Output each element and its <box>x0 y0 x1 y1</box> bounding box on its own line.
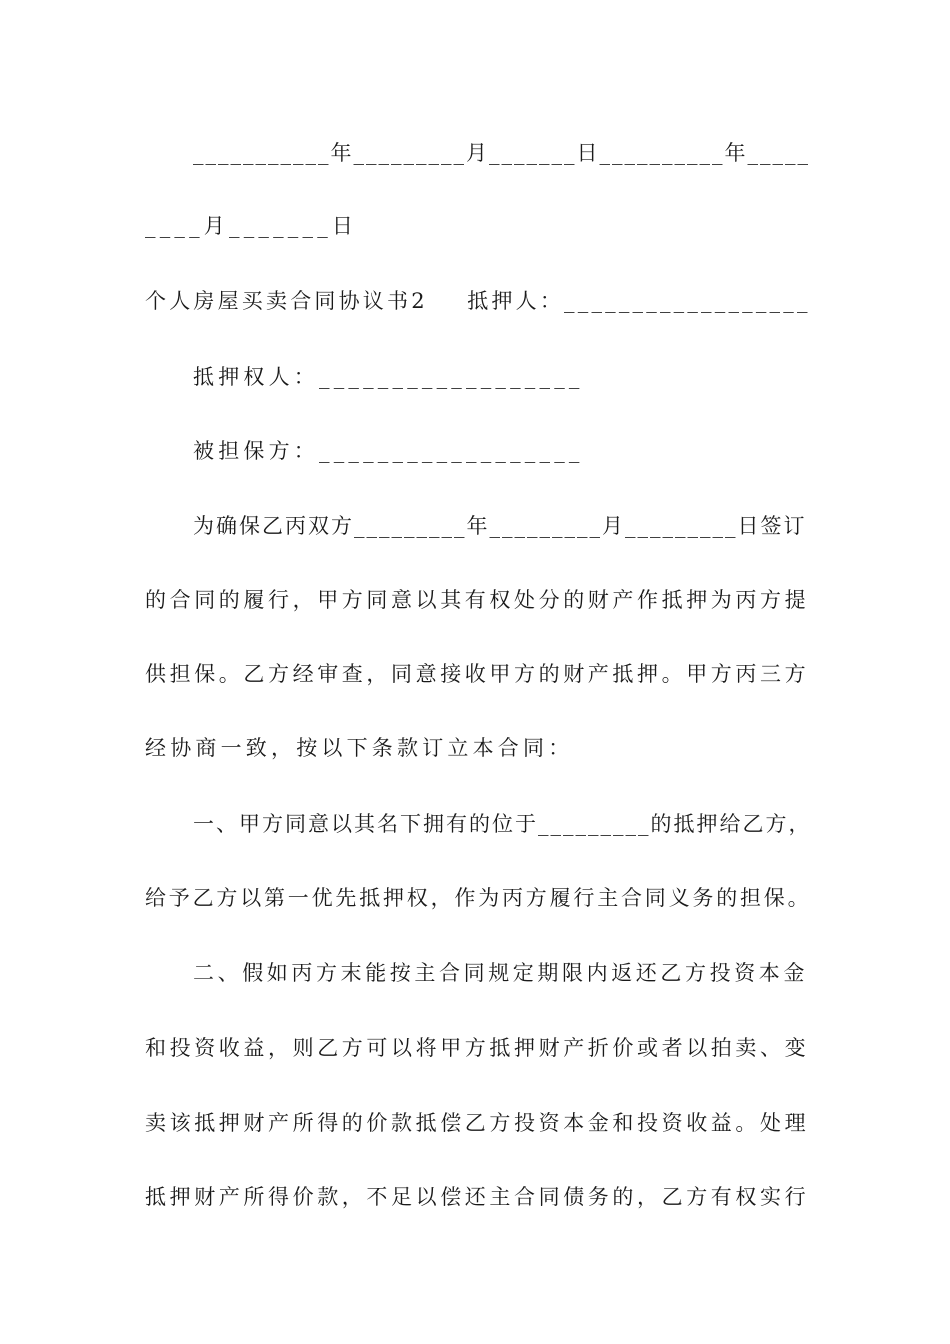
mortgagee-field: 抵押权人：__________________ <box>193 365 584 389</box>
clause-one-line: 一、甲方同意以其名下拥有的位于_________的抵押给乙方， <box>193 812 812 836</box>
clause-two-line: 抵押财产所得价款，不足以偿还主合同债务的，乙方有权实行 <box>145 1185 810 1209</box>
preamble-paragraph-line: 经协商一致，按以下条款订立本合同： <box>145 736 574 760</box>
clause-two-line: 和投资收益，则乙方可以将甲方抵押财产折价或者以拍卖、变 <box>145 1036 810 1060</box>
date-blanks-continuation: ____月_______日 <box>145 214 358 238</box>
guaranteed-party-field: 被担保方：__________________ <box>193 439 584 463</box>
date-blanks-line: ___________年_________月_______日__________年_____ <box>193 141 810 165</box>
contract-title-and-mortgagor: 个人房屋买卖合同协议书2 抵押人：__________________ <box>145 289 811 313</box>
clause-two-line: 卖该抵押财产所得的价款抵偿乙方投资本金和投资收益。处理 <box>145 1111 810 1135</box>
clause-one-line: 给予乙方以第一优先抵押权，作为丙方履行主合同义务的担保。 <box>145 886 812 910</box>
preamble-paragraph-line: 的合同的履行，甲方同意以其有权处分的财产作抵押为丙方提 <box>145 588 810 612</box>
clause-two-line: 二、假如丙方末能按主合同规定期限内返还乙方投资本金 <box>193 961 808 985</box>
preamble-paragraph-line: 为确保乙丙双方_________年_________月_________日签订 <box>193 514 807 538</box>
preamble-paragraph-line: 供担保。乙方经审查，同意接收甲方的财产抵押。甲方丙三方 <box>145 662 810 686</box>
